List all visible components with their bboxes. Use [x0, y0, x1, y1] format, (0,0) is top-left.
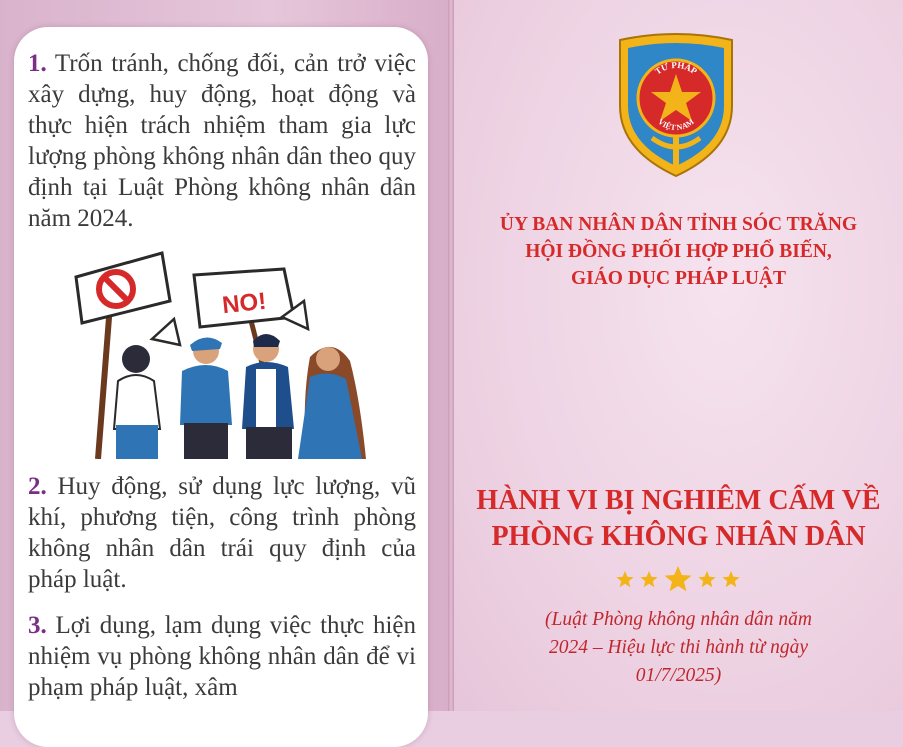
no-sign-text: NO!	[220, 287, 268, 320]
protester-4	[298, 347, 366, 459]
item-1-text: Trốn tránh, chống đối, cản trở việc xây dựng, huy động, hoạt động và thực hiện trách nhiệm tham gia lực lượng phòng không nhân dân theo quy định tại Luật Phòng không nhân dân năm 2024.	[28, 50, 416, 232]
item-3-number: 3.	[28, 612, 47, 639]
star-icon	[698, 571, 715, 587]
star-icon	[640, 571, 657, 587]
org-line-2: HỘI ĐỒNG PHỐI HỢP PHỔ BIẾN,	[525, 241, 832, 262]
protester-2	[180, 337, 232, 459]
law-note-line-1: (Luật Phòng không nhân dân năm	[544, 609, 813, 630]
law-note-line-2: 2024 – Hiệu lực thi hành từ ngày	[548, 637, 809, 658]
org-line-3: GIÁO DỤC PHÁP LUẬT	[570, 268, 787, 289]
megaphone-icon	[152, 319, 180, 345]
item-2-text: Huy động, sử dụng lực lượng, vũ khí, phương tiện, công trình phòng không nhân dân trái quy định của pháp luật.	[28, 473, 416, 593]
emblem-bottom-text: VIỆT NAM	[656, 117, 696, 133]
item-3	[28, 610, 416, 703]
item-3-text: Lợi dụng, lạm dụng việc thực hiện nhiệm vụ phòng không nhân dân để vi phạm pháp luật, xâm	[28, 612, 416, 701]
star-icon	[722, 571, 739, 587]
item-1	[28, 48, 416, 234]
emblem-top-text: TƯ PHÁP	[652, 59, 700, 77]
item-2-number: 2.	[28, 473, 47, 500]
star-icon	[616, 571, 633, 587]
item-1-number: 1.	[28, 50, 47, 77]
item-2	[28, 471, 416, 595]
protester-3	[242, 334, 294, 459]
cover-title-line-2: PHÒNG KHÔNG NHÂN DÂN	[491, 521, 866, 552]
org-line-1: ỦY BAN NHÂN DÂN TỈNH SÓC TRĂNG	[499, 214, 858, 235]
protest-illustration	[70, 249, 370, 459]
stars-decoration	[616, 566, 740, 592]
star-icon	[665, 566, 692, 591]
cover-title-line-1: HÀNH VI BỊ NGHIÊM CẤM VỀ	[476, 485, 881, 516]
law-note-line-3: 01/7/2025)	[635, 665, 722, 686]
content-card	[14, 27, 428, 747]
justice-emblem-icon	[612, 32, 740, 180]
protester-1	[114, 345, 160, 459]
cover-panel	[454, 0, 903, 711]
